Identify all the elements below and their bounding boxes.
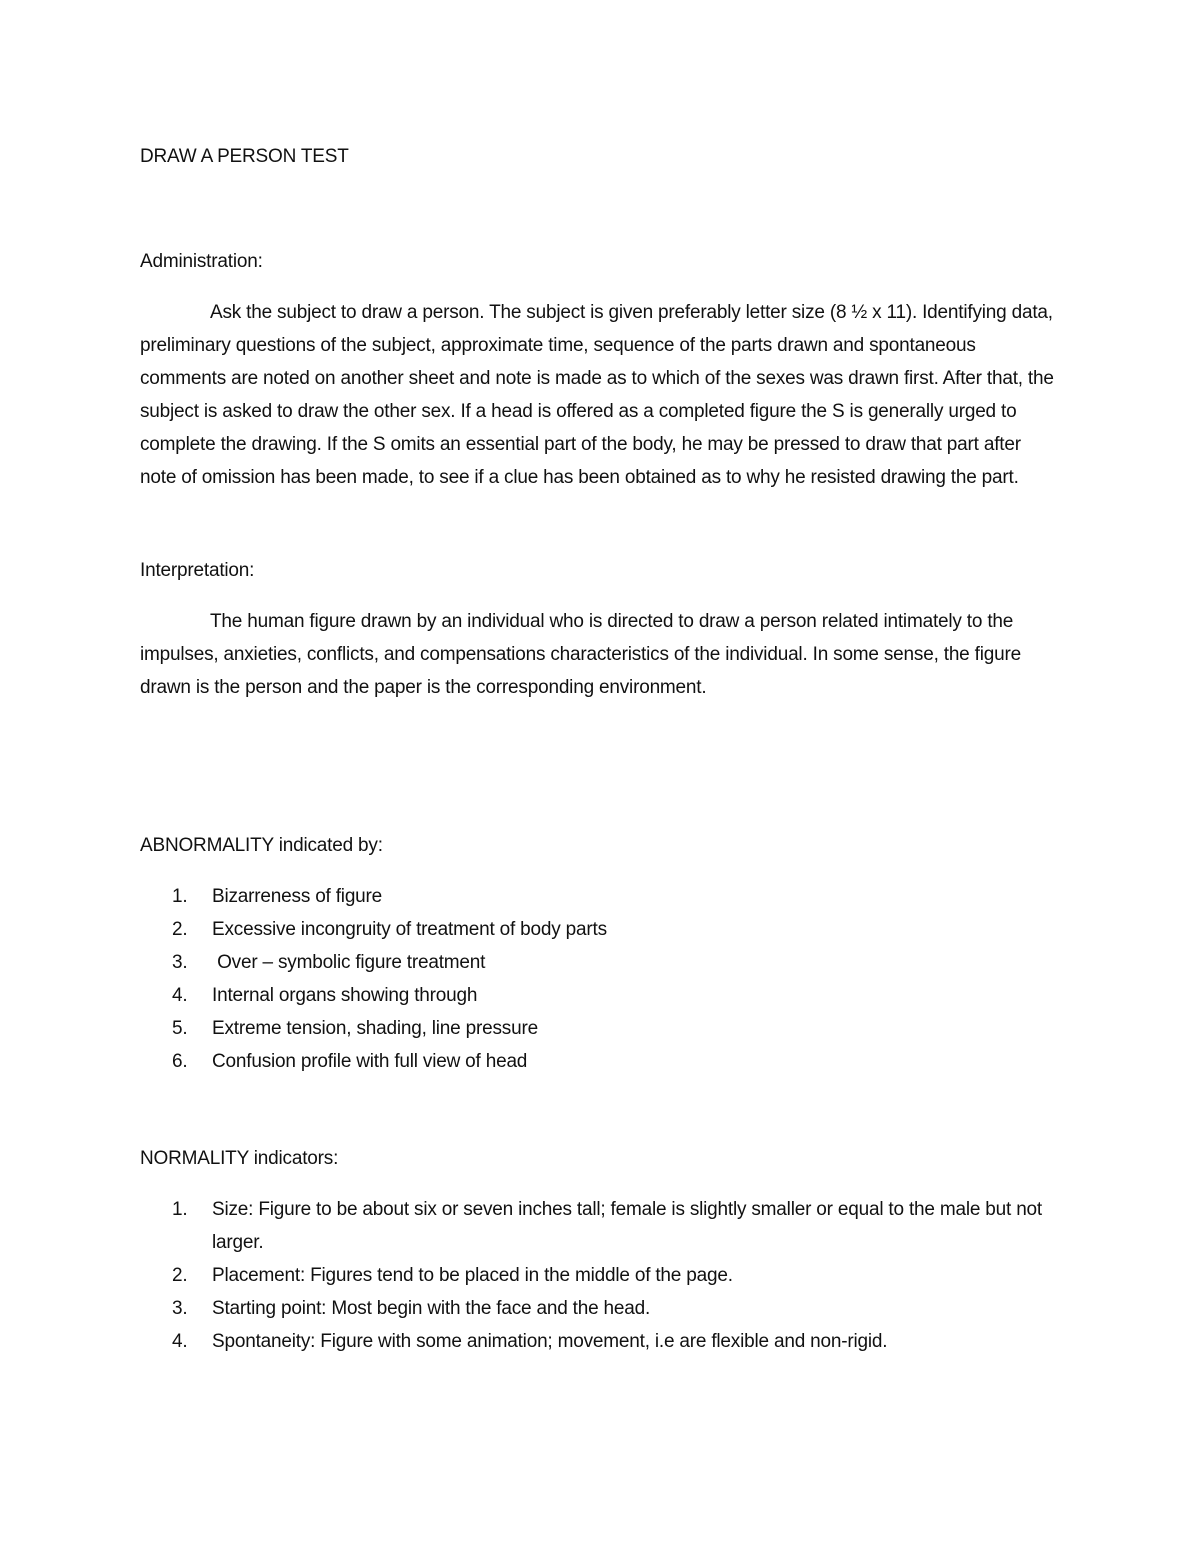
list-number: 3. (172, 952, 188, 973)
interpretation-heading: Interpretation: (140, 560, 255, 581)
list-item-text: Extreme tension, shading, line pressure (212, 1018, 538, 1039)
list-item (140, 1045, 1060, 1078)
list-number: 6. (172, 1051, 188, 1072)
list-item-text: Excessive incongruity of treatment of body parts (212, 919, 607, 940)
document-body (140, 140, 1060, 1358)
list-item-text: Size: Figure to be about six or seven inches tall; female is slightly smaller or equal to the male but not larger. (212, 1199, 1043, 1253)
list-number: 4. (172, 1331, 188, 1352)
interpretation-section (140, 554, 1060, 704)
list-item (140, 1193, 1060, 1259)
interpretation-paragraph: The human figure drawn by an individual who is directed to draw a person related intimately to the impulses, anxieties, conflicts, and compensations characteristics of the individual. In some sense, the figure drawn is the person and the paper is the corresponding environment. (140, 611, 1021, 698)
list-item-text: Over – symbolic figure treatment (212, 952, 486, 973)
list-item-text: Starting point: Most begin with the face and the head. (212, 1298, 651, 1319)
list-item (140, 1325, 1060, 1358)
list-item (140, 1259, 1060, 1292)
document-title: DRAW A PERSON TEST (140, 146, 349, 167)
list-number: 1. (172, 1199, 188, 1220)
normality-section (140, 1142, 1060, 1358)
list-item (140, 1292, 1060, 1325)
administration-section (140, 245, 1060, 494)
list-number: 4. (172, 985, 188, 1006)
list-item-text: Internal organs showing through (212, 985, 478, 1006)
list-item (140, 979, 1060, 1012)
list-item (140, 880, 1060, 913)
list-item-text: Bizarreness of figure (212, 886, 383, 907)
abnormality-section (140, 829, 1060, 1078)
abnormality-heading: ABNORMALITY indicated by: (140, 835, 383, 856)
list-number: 1. (172, 886, 188, 907)
list-item-text: Spontaneity: Figure with some animation; movement, i.e are flexible and non-rigid. (212, 1331, 888, 1352)
normality-heading: NORMALITY indicators: (140, 1148, 339, 1169)
list-item (140, 1012, 1060, 1045)
administration-heading: Administration: (140, 251, 263, 272)
list-item-text: Placement: Figures tend to be placed in the middle of the page. (212, 1265, 733, 1286)
list-item-text: Confusion profile with full view of head (212, 1051, 528, 1072)
abnormality-list (140, 880, 1060, 1078)
list-item (140, 946, 1060, 979)
list-number: 2. (172, 1265, 188, 1286)
list-number: 2. (172, 919, 188, 940)
normality-list (140, 1193, 1060, 1358)
list-item (140, 913, 1060, 946)
list-number: 5. (172, 1018, 188, 1039)
list-number: 3. (172, 1298, 188, 1319)
administration-paragraph: Ask the subject to draw a person. The subject is given preferably letter size (8 ½ x 11). Identifying data, preliminary questions of the subject, approximate time, sequence of the parts drawn and spontaneous comments are noted on another sheet and note is made as to which of the sexes was drawn first. After that, the subject is asked to draw the other sex. If a head is offered as a completed figure the S is generally urged to complete the drawing. If the S omits an essential part of the body, he may be pressed to draw that part after note of omission has been made, to see if a clue has been obtained as to why he resisted drawing the part. (140, 302, 1054, 488)
